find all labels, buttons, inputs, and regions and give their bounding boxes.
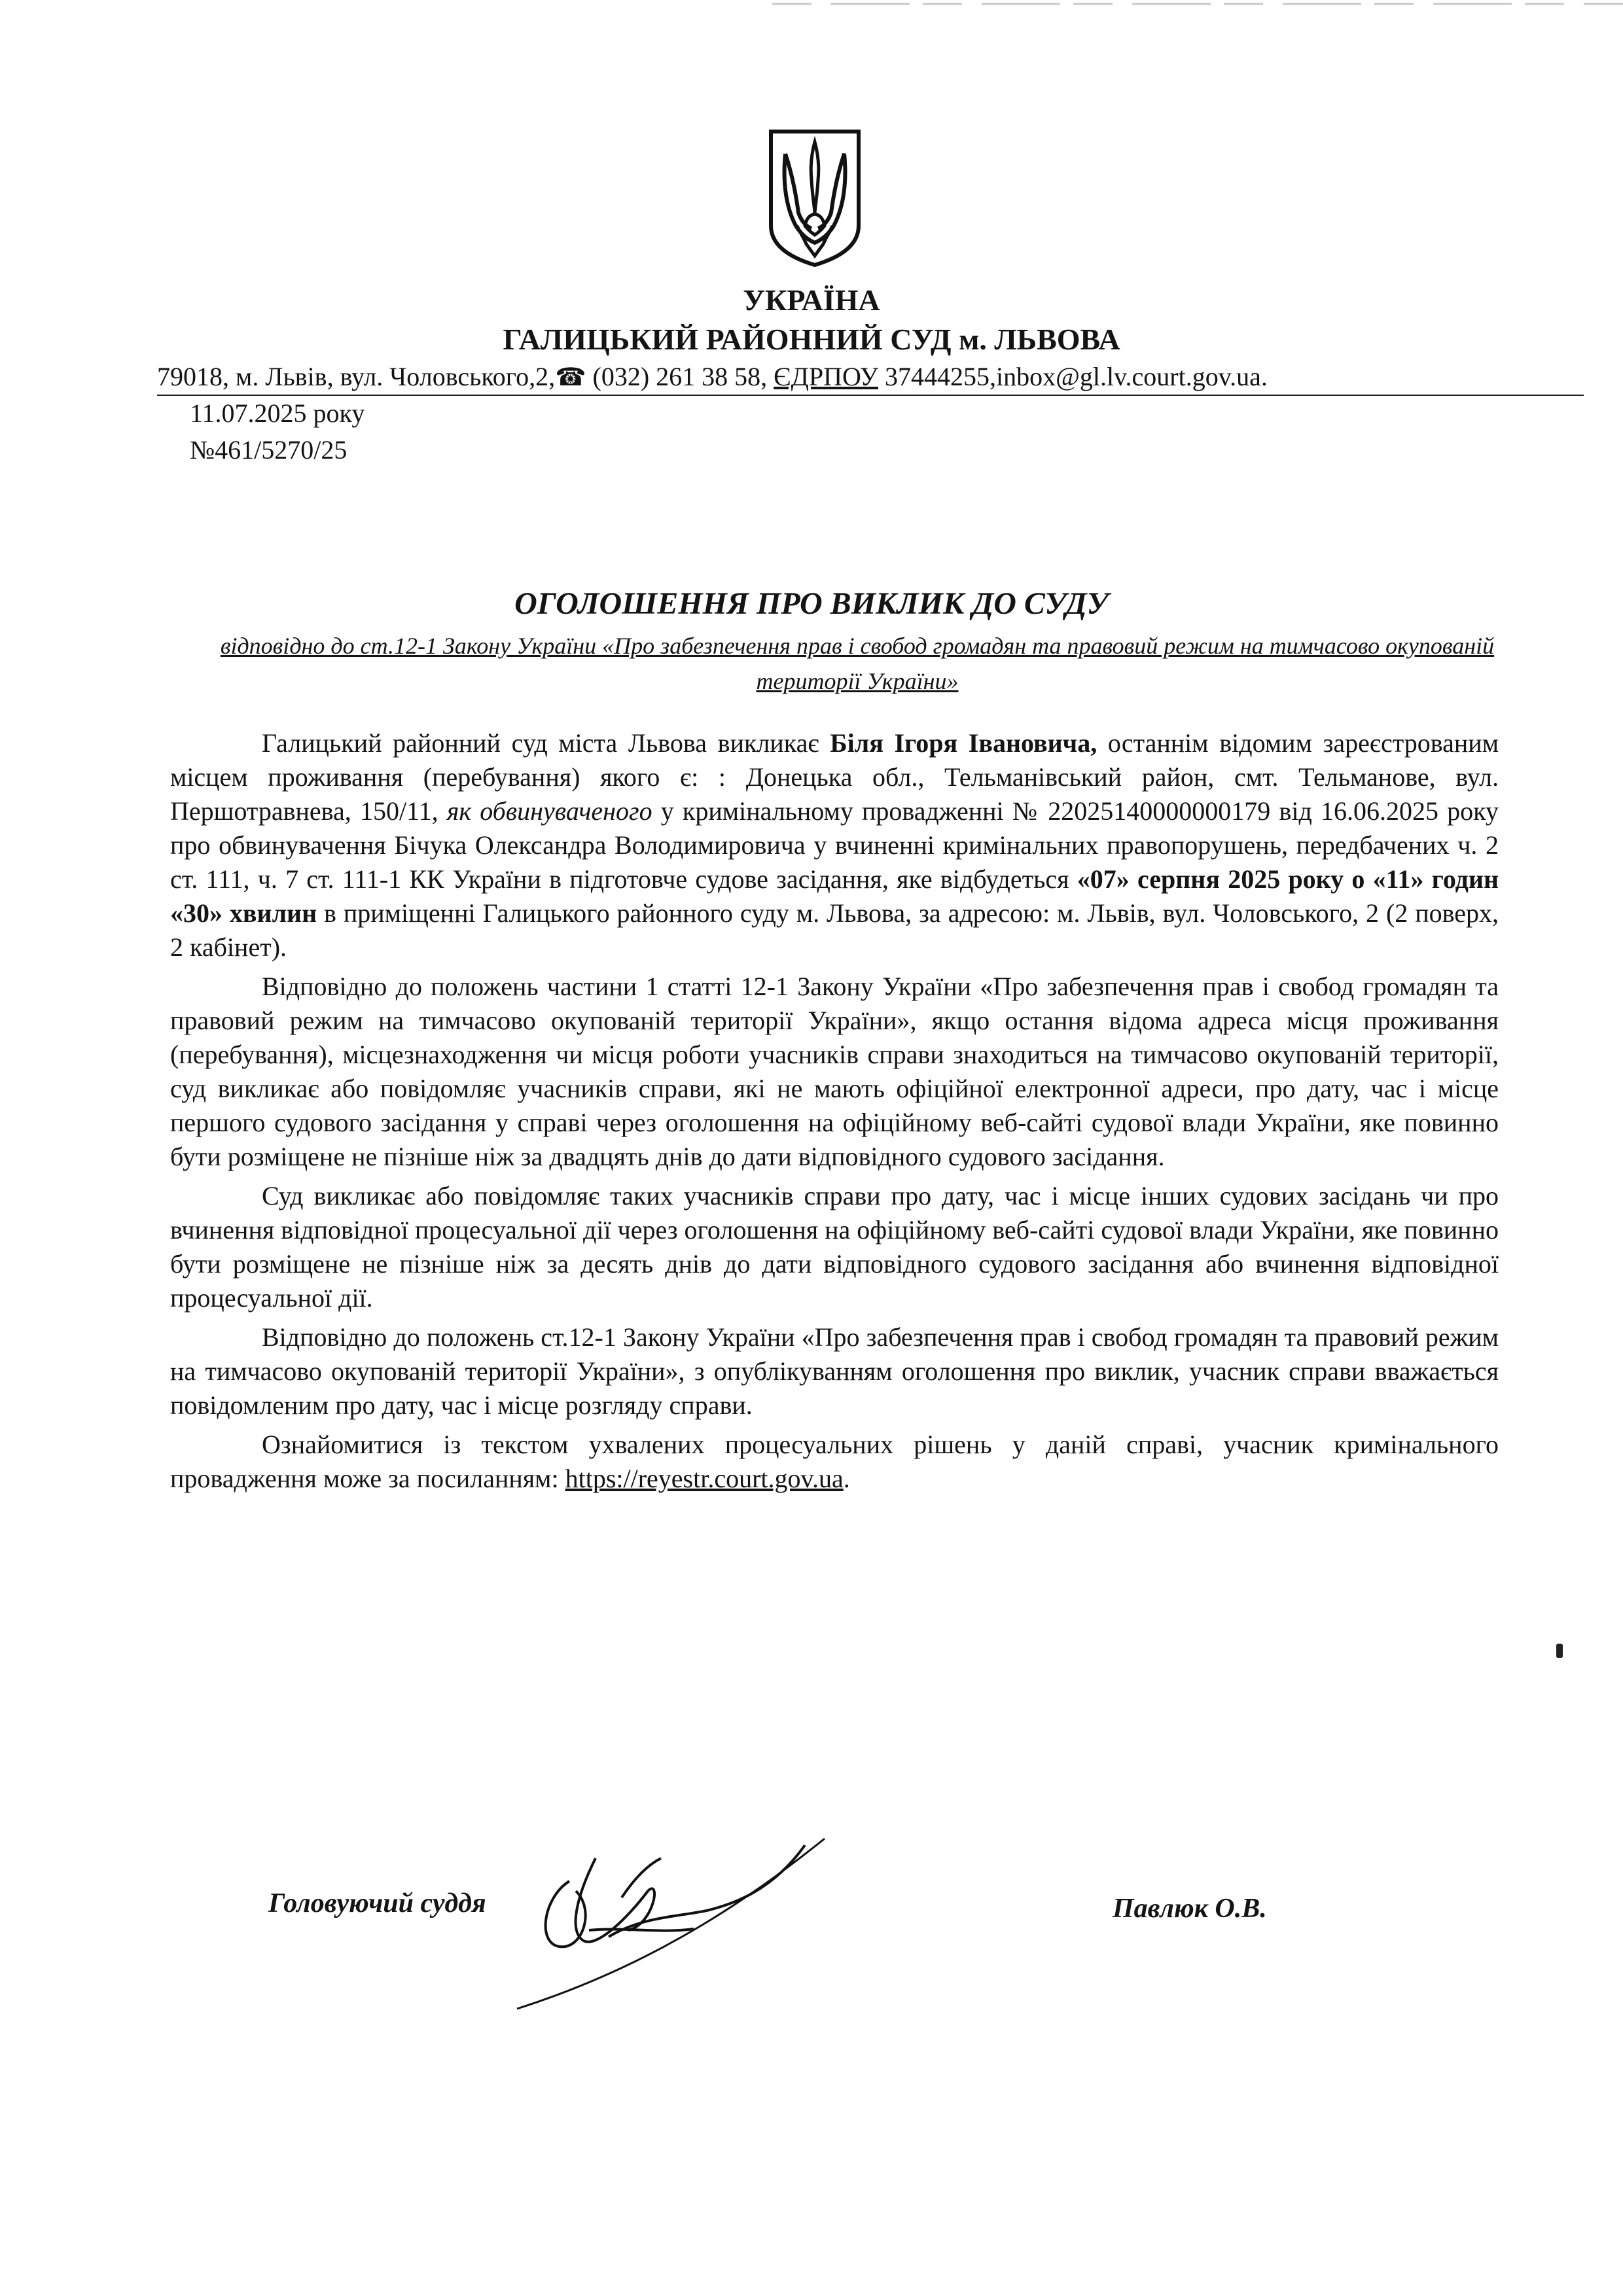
court-address: 79018, м. Львів, вул. Чоловського,2, bbox=[157, 362, 556, 391]
paragraph-notification: Відповідно до положень ст.12-1 Закону України «Про забезпечення прав і свобод громадян та правовий режим на тимчасово окупованій території України», з опублікуванням оголошення про виклик, учасник справи вважається повідомленим про дату, час і місце розгляду справи. bbox=[170, 1322, 1499, 1420]
paragraph-registry-link bbox=[170, 1428, 1499, 1496]
registry-link[interactable]: https://reyestr.court.gov.ua bbox=[565, 1464, 844, 1493]
document-subtitle: відповідно до ст.12-1 Закону України «Про забезпечення прав і свобод громадян та правовий режим на тимчасово окупованій території України» bbox=[220, 633, 1495, 694]
document-date: 11.07.2025 року bbox=[190, 398, 365, 428]
defendant-name: Біля Ігоря Івановича, bbox=[830, 728, 1097, 758]
country-heading: УКРАЇНА bbox=[743, 283, 880, 317]
defendant-role: як обвинуваченого bbox=[446, 796, 652, 826]
summons-text-d: в приміщенні Галицького районного суду м. Львова, за адресою: м. Львів, вул. Чоловського, 2 (2 поверх, 2 кабінет). bbox=[170, 898, 1499, 962]
phone-icon: ☎ bbox=[555, 364, 586, 391]
document-body bbox=[170, 726, 1499, 1501]
presiding-judge-label: Головуючий суддя bbox=[268, 1888, 486, 1918]
registration-number: №461/5270/25 bbox=[190, 435, 348, 465]
summons-text-b: останнім відомим зареєстрованим місцем проживання (перебування) якого є: : Донецька обл., Тельманівський район, смт. Тельманове, вул. Першотравнева, 150/11, bbox=[170, 728, 1499, 826]
judge-signature bbox=[497, 1819, 838, 2015]
paragraph-law-other-hearings: Суд викликає або повідомляє таких учасників справи про дату, час і місце інших судових засідань чи про вчинення відповідної процесуальної дії через оголошення на офіційному веб-сайті судової влади України, яке повинно бути розміщене не пізніше ніж за десять днів до дати відповідного судового засідання або вчинення відповідної процесуальної дії. bbox=[170, 1181, 1499, 1313]
scan-speck bbox=[1556, 1644, 1563, 1658]
judge-name: Павлюк О.В. bbox=[1113, 1894, 1267, 1924]
summons-text-a: Галицький районний суд міста Львова викликає bbox=[262, 728, 830, 758]
court-heading: ГАЛИЦЬКИЙ РАЙОННИЙ СУД м. ЛЬВОВА bbox=[503, 323, 1120, 356]
summons-text-c: у кримінальному провадженні № 22025140000000179 від 16.06.2025 року про обвинувачення Бічука Олександра Володимировича у вчиненні кримінальних правопорушень, передбачених ч. 2 ст. 111, ч. 7 ст. 111-1 КК України в підготовче судове засідання, яке відбудеться bbox=[170, 796, 1499, 894]
registry-text-end: . bbox=[843, 1464, 850, 1493]
court-phone: (032) 261 38 58, bbox=[592, 362, 768, 391]
scan-artifact bbox=[772, 0, 1623, 10]
hearing-datetime: «07» серпня 2025 року о «11» годин «30» хвилин bbox=[170, 864, 1499, 928]
paragraph-summons bbox=[170, 726, 1499, 964]
header-divider bbox=[157, 395, 1584, 396]
edrpou-label: ЄДРПОУ bbox=[774, 362, 878, 391]
document-title: ОГОЛОШЕННЯ ПРО ВИКЛИК ДО СУДУ bbox=[514, 586, 1109, 621]
edrpou-email: 37444255,inbox@gl.lv.court.gov.ua. bbox=[884, 362, 1268, 391]
coat-of-arms-icon bbox=[766, 128, 864, 268]
registry-text: Ознайомитися із текстом ухвалених процесуальних рішень у даній справі, учасник кримінального провадження може за посиланням: bbox=[170, 1430, 1499, 1493]
court-address-line bbox=[157, 361, 1268, 392]
paragraph-law-first-hearing: Відповідно до положень частини 1 статті 12-1 Закону України «Про забезпечення прав і свобод громадян та правовий режим на тимчасово окупованій території України», якщо остання відома адреса місця проживання (перебування), місцезнаходження чи місця роботи учасників справи знаходиться на тимчасово окупованій території, суд викликає або повідомляє учасників справи, які не мають офіційної електронної адреси, про дату, час і місце першого судового засідання у справі через оголошення на офіційному веб-сайті судової влади України, яке повинно бути розміщене не пізніше ніж за двадцять днів до дати відповідного судового засідання. bbox=[170, 972, 1499, 1171]
